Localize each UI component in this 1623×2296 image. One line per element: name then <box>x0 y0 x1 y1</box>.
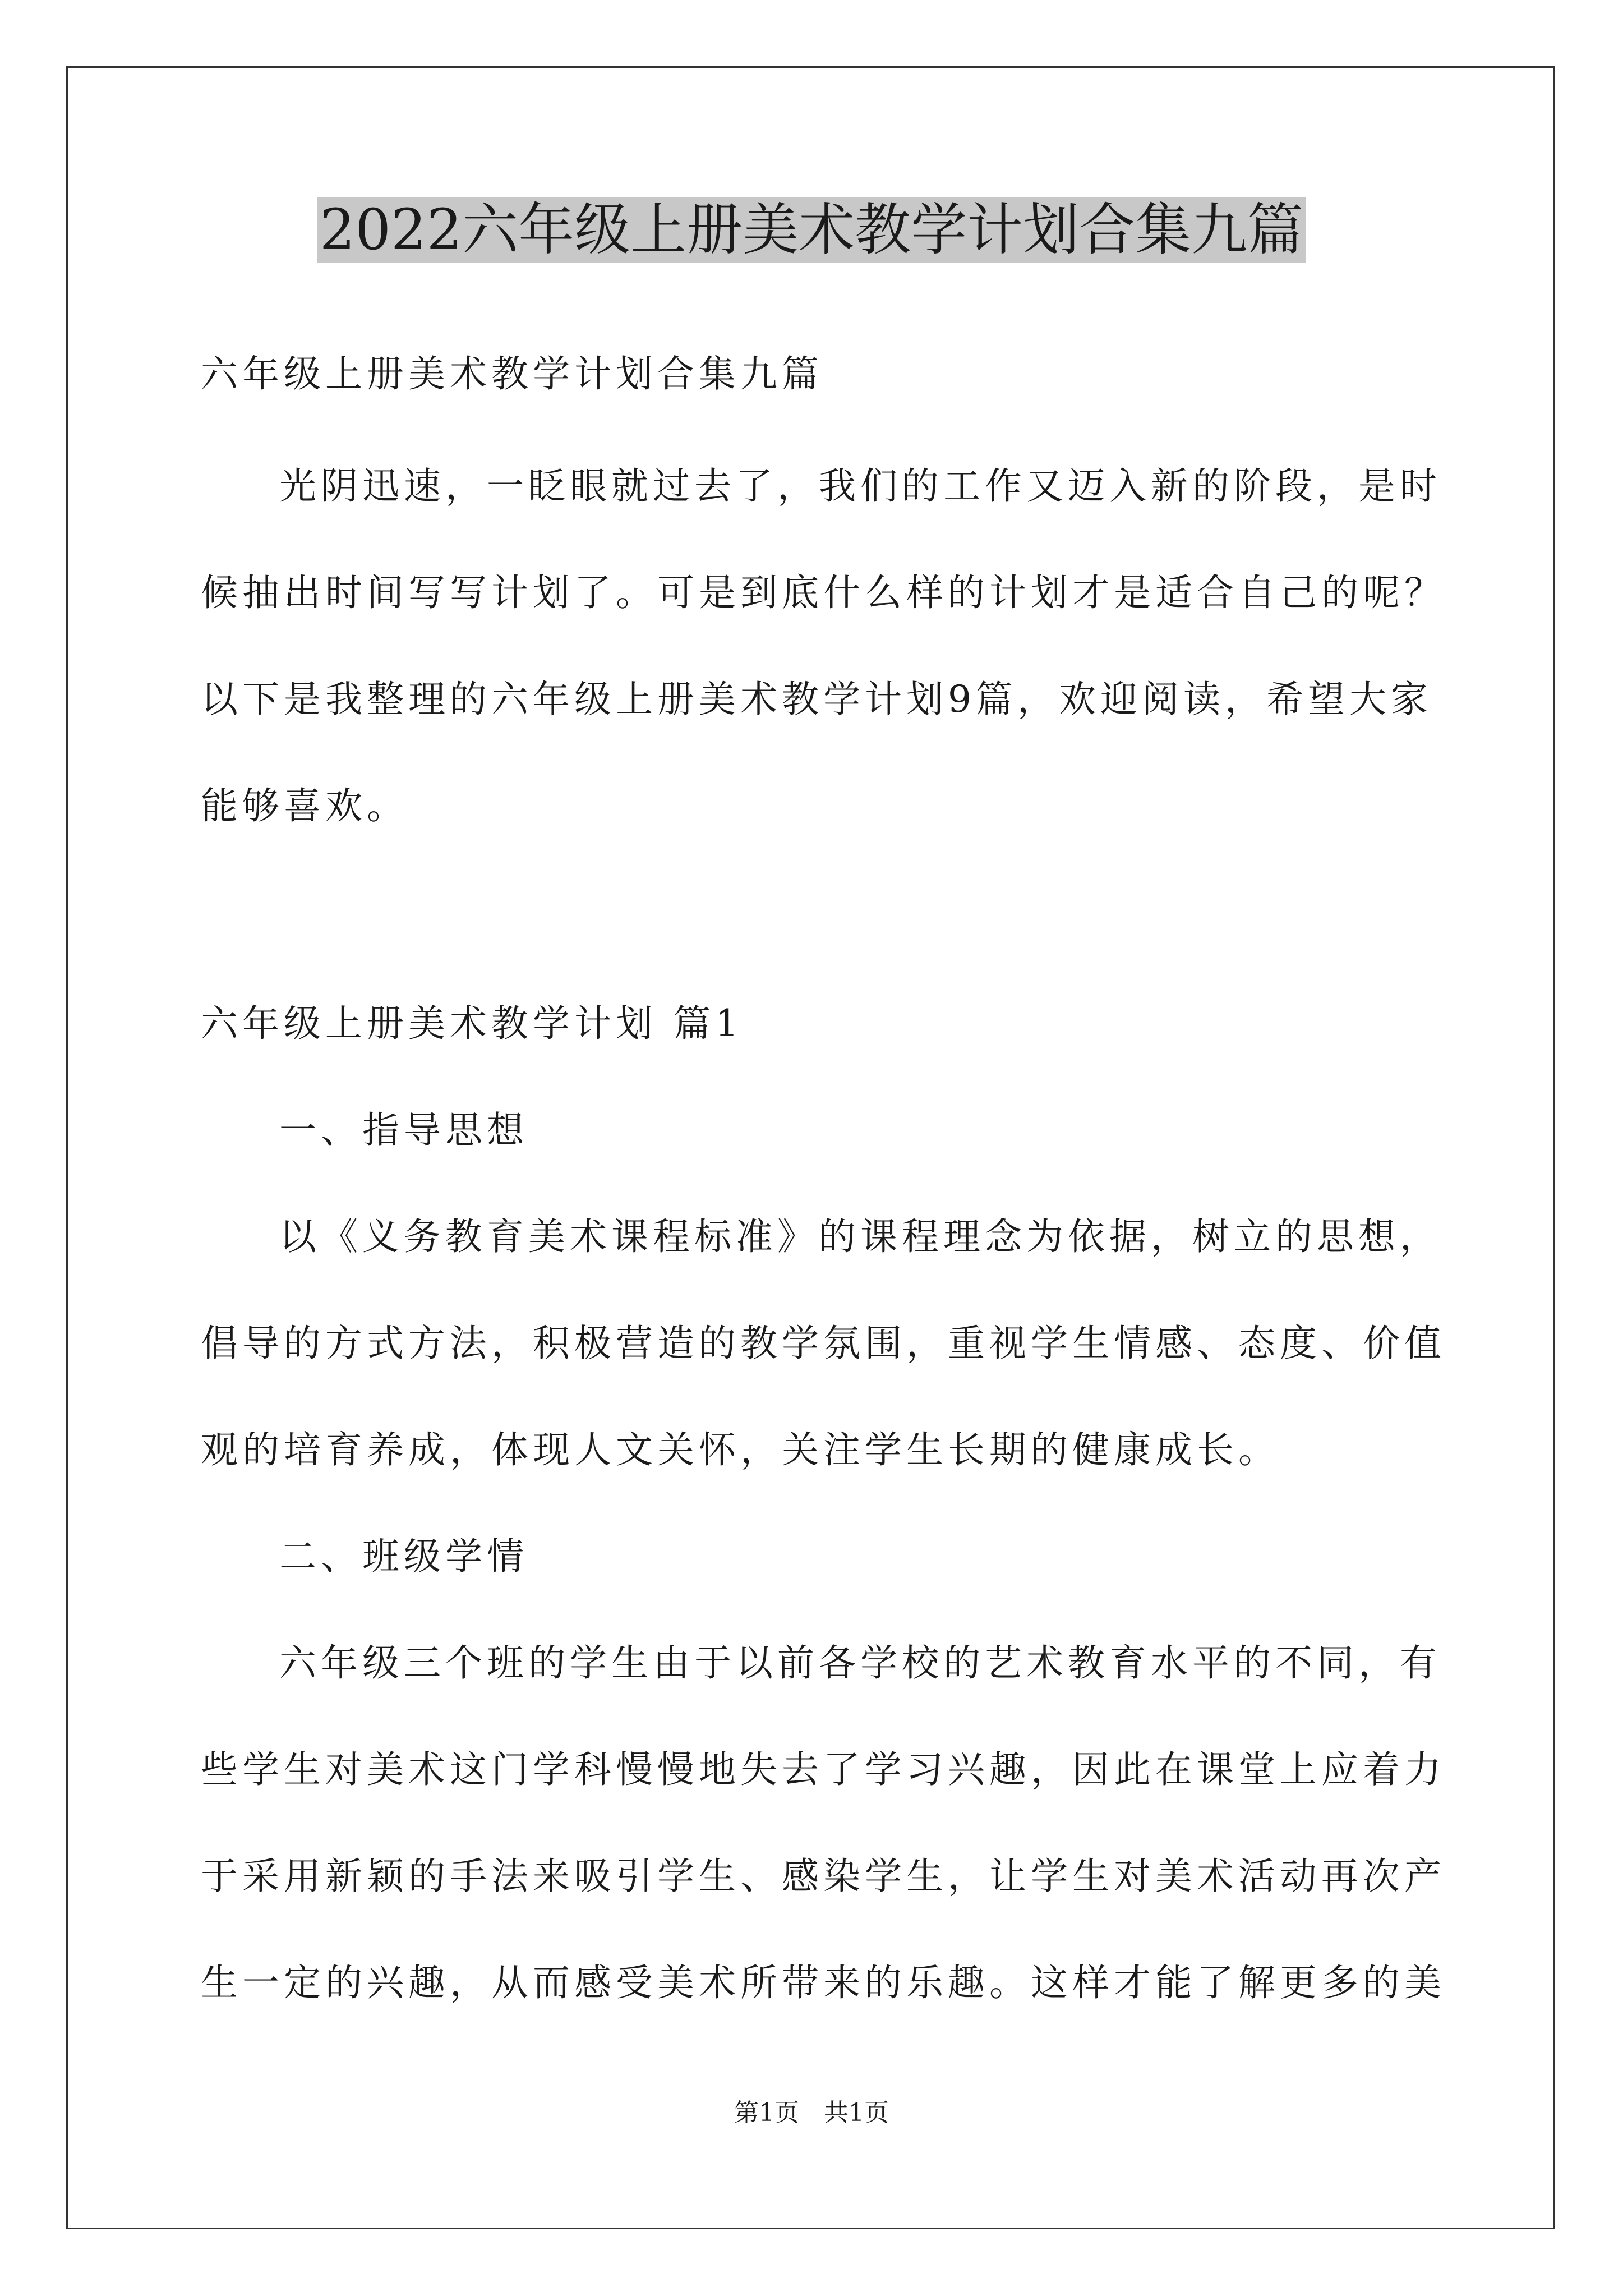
section-heading: 六年级上册美术教学计划 篇1 <box>201 1002 743 1045</box>
intro-line-4: 能够喜欢。 <box>201 784 408 827</box>
para-1-line-3: 观的培育养成，体现人文关怀，关注学生长期的健康成长。 <box>201 1428 1280 1471</box>
para-2-line-4: 生一定的兴趣，从而感受美术所带来的乐趣。这样才能了解更多的美 <box>201 1961 1446 2004</box>
heading-guiding-ideas: 一、指导思想 <box>279 1108 528 1152</box>
para-2-line-3: 于采用新颖的手法来吸引学生、感染学生，让学生对美术活动再次产 <box>201 1855 1446 1898</box>
page-total: 共1页 <box>824 2099 889 2127</box>
intro-line-2: 候抽出时间写写计划了。可是到底什么样的计划才是适合自己的呢？ <box>201 571 1446 614</box>
para-1-line-2: 倡导的方式方法，积极营造的教学氛围，重视学生情感、态度、价值 <box>201 1322 1446 1365</box>
para-2-line-1: 六年级三个班的学生由于以前各学校的艺术教育水平的不同，有 <box>279 1641 1441 1685</box>
para-2-line-2: 些学生对美术这门学科慢慢地失去了学习兴趣，因此在课堂上应着力 <box>201 1748 1446 1791</box>
intro-line-1: 光阴迅速，一眨眼就过去了，我们的工作又迈入新的阶段，是时 <box>279 464 1441 508</box>
page-number: 第1页 <box>734 2099 799 2127</box>
page-footer <box>0 2092 1623 2128</box>
document-title <box>0 191 1623 269</box>
heading-class-situation: 二、班级学情 <box>279 1535 528 1578</box>
document-title-text: 2022六年级上册美术教学计划合集九篇 <box>317 197 1306 263</box>
intro-line-3: 以下是我整理的六年级上册美术教学计划9篇，欢迎阅读，希望大家 <box>201 678 1432 721</box>
document-subtitle: 六年级上册美术教学计划合集九篇 <box>201 352 823 395</box>
para-1-line-1: 以《义务教育美术课程标准》的课程理念为依据，树立的思想， <box>279 1215 1441 1258</box>
